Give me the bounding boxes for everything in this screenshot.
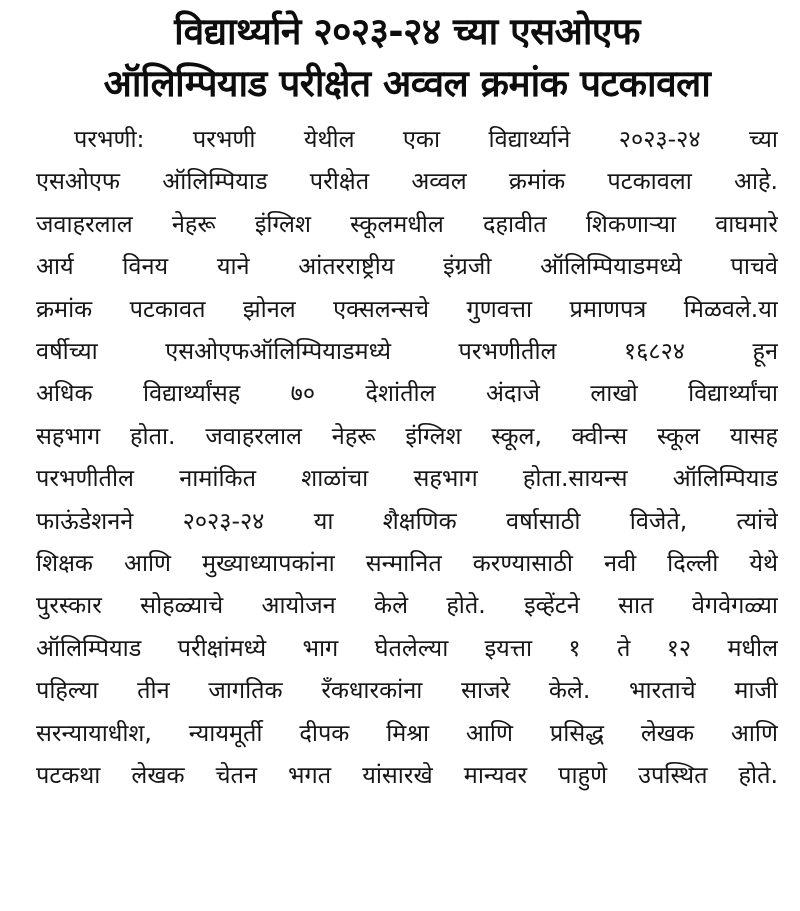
body-line: पुरस्कार सोहळ्याचे आयोजन केले होते. इव्हेंटने सात वेगवेगळ्या [36, 591, 778, 620]
body-line: पटकथा लेखक चेतन भगत यांसारखे मान्यवर पाहुणे उपस्थित होते. [36, 761, 778, 790]
article-body [36, 118, 778, 797]
body-line: सरन्यायाधीश, न्यायमूर्ती दीपक मिश्रा आणि प्रसिद्ध लेखक आणि [36, 718, 778, 747]
body-line: ऑलिम्पियाड परीक्षांमध्ये भाग घेतलेल्या इयत्ता १ ते १२ मधील [36, 633, 778, 662]
headline-line-2: ऑलिम्पियाड परीक्षेत अव्वल क्रमांक पटकावला [103, 62, 711, 105]
body-line: फाऊंडेशनने २०२३-२४ या शैक्षणिक वर्षासाठी विजेते, त्यांचे [36, 506, 778, 535]
body-line: परभणीतील नामांकित शाळांचा सहभाग होता.सायन्स ऑलिम्पियाड [36, 464, 778, 493]
body-line: एसओएफ ऑलिम्पियाड परीक्षेत अव्वल क्रमांक पटकावला आहे. [36, 167, 778, 196]
body-line: सहभाग होता. जवाहरलाल नेहरू इंग्लिश स्कूल, क्वीन्स स्कूल यासह [36, 421, 778, 450]
body-line: शिक्षक आणि मुख्याध्यापकांना सन्मानित करण्यासाठी नवी दिल्ली येथे [36, 549, 778, 578]
headline-line-1: विद्यार्थ्याने २०२३-२४ च्या एसओएफ [174, 10, 640, 53]
body-line: अधिक विद्यार्थ्यांसह ७० देशांतील अंदाजे लाखो विद्यार्थ्यांचा [36, 379, 778, 408]
body-line: क्रमांक पटकावत झोनल एक्सलन्सचे गुणवत्ता प्रमाणपत्र मिळवले.या [36, 294, 778, 323]
body-line: पहिल्या तीन जागतिक रँकधारकांना साजरे केले. भारताचे माजी [36, 676, 778, 705]
body-line: परभणी: परभणी येथील एका विद्यार्थ्याने २०२३-२४ च्या [74, 125, 778, 153]
body-line: वर्षीच्या एसओएफऑलिम्पियाडमध्ये परभणीतील १६८२४ हून [36, 337, 778, 366]
body-line: जवाहरलाल नेहरू इंग्लिश स्कूलमधील दहावीत शिकणाऱ्या वाघमारे [36, 209, 778, 238]
article-headline [36, 6, 778, 110]
body-line: आर्य विनय याने आंतरराष्ट्रीय इंग्रजी ऑलिम्पियाडमध्ये पाचवे [36, 252, 778, 281]
